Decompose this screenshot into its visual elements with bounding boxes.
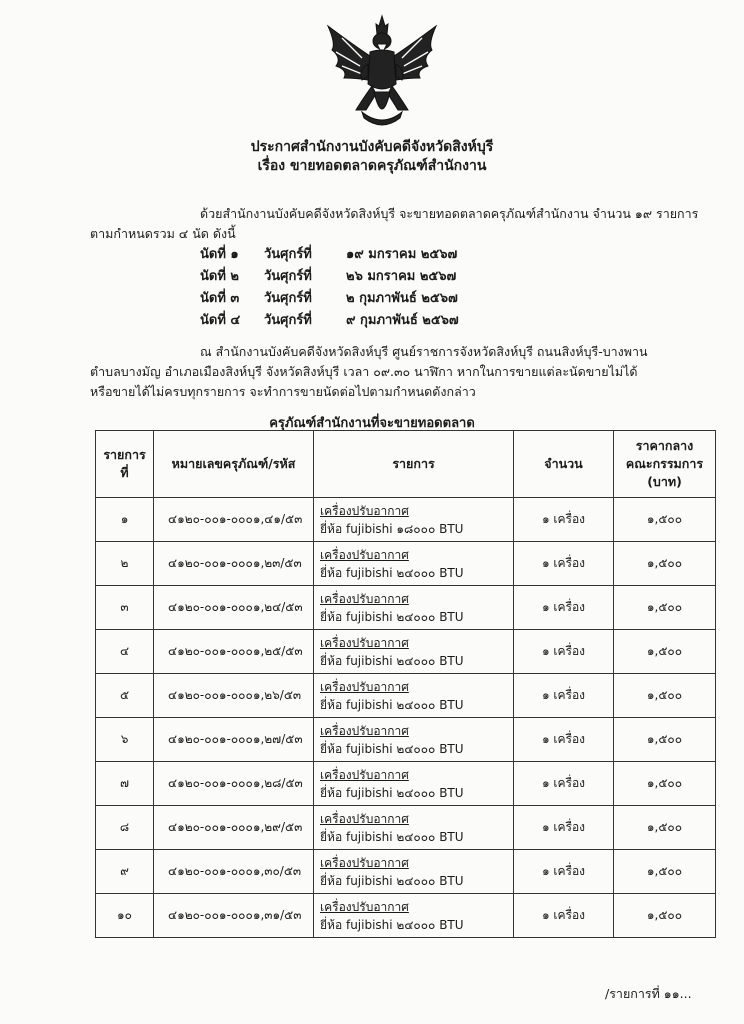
schedule-no: นัดที่ ๔ [200, 313, 241, 328]
header-item-no [95, 430, 153, 497]
cell-item [313, 673, 513, 717]
cell-item-no: ๘ [95, 805, 153, 849]
schedule-no: นัดที่ ๒ [200, 269, 239, 284]
item-name: เครื่องปรับอากาศ [320, 591, 409, 606]
item-name: เครื่องปรับอากาศ [320, 899, 409, 914]
location-line-2: ตำบลบางมัญ อำเภอเมืองสิงห์บุรี จังหวัดสิงห์บุรี เวลา ๐๙.๓๐ นาฬิกา หากในการขายแต่ละนัดขายไม่ได้ [90, 364, 638, 379]
schedule-item [200, 245, 457, 265]
item-brand: ยี่ห้อ fujibishi ๒๔๐๐๐ BTU [320, 785, 464, 800]
header-price-line1: ราคากลาง [635, 438, 694, 453]
header-item-no-line2: ที่ [120, 465, 129, 480]
table-row [95, 893, 716, 938]
cell-item-no: ๙ [95, 849, 153, 893]
announcement-title: ประกาศสำนักงานบังคับคดีจังหวัดสิงห์บุรี [250, 139, 494, 155]
item-brand: ยี่ห้อ fujibishi ๒๔๐๐๐ BTU [320, 741, 464, 756]
header-asset-code: หมายเลขครุภัณฑ์/รหัส [153, 430, 313, 497]
cell-asset-code: ๔๑๒๐-๐๐๑-๐๐๐๑,๓๑/๕๓ [153, 893, 313, 938]
header-item: รายการ [313, 430, 513, 497]
item-name: เครื่องปรับอากาศ [320, 723, 409, 738]
asset-table [95, 430, 716, 938]
cell-reserve-price: ๑,๕๐๐ [613, 585, 716, 629]
item-name: เครื่องปรับอากาศ [320, 767, 409, 782]
cell-asset-code: ๔๑๒๐-๐๐๑-๐๐๐๑,๒๕/๕๓ [153, 629, 313, 673]
item-brand: ยี่ห้อ fujibishi ๑๘๐๐๐ BTU [320, 521, 464, 536]
cell-item-no: ๓ [95, 585, 153, 629]
schedule-day: วันศุกร์ที่ [264, 291, 312, 306]
item-name: เครื่องปรับอากาศ [320, 503, 409, 518]
cell-quantity: ๑ เครื่อง [513, 629, 613, 673]
cell-quantity: ๑ เครื่อง [513, 541, 613, 585]
cell-item [313, 497, 513, 541]
schedule-day: วันศุกร์ที่ [264, 313, 312, 328]
cell-quantity: ๑ เครื่อง [513, 849, 613, 893]
cell-item-no: ๑๐ [95, 893, 153, 938]
cell-quantity: ๑ เครื่อง [513, 893, 613, 938]
cell-reserve-price: ๑,๕๐๐ [613, 541, 716, 585]
cell-asset-code: ๔๑๒๐-๐๐๑-๐๐๐๑,๒๔/๕๓ [153, 585, 313, 629]
table-row [95, 673, 716, 717]
cell-item [313, 629, 513, 673]
table-caption: ครุภัณฑ์สำนักงานที่จะขายทอดตลาด [269, 416, 475, 431]
item-name: เครื่องปรับอากาศ [320, 855, 409, 870]
cell-item-no: ๖ [95, 717, 153, 761]
item-name: เครื่องปรับอากาศ [320, 635, 409, 650]
header-quantity: จำนวน [513, 430, 613, 497]
cell-quantity: ๑ เครื่อง [513, 761, 613, 805]
cell-quantity: ๑ เครื่อง [513, 585, 613, 629]
schedule-date: ๑๙ มกราคม ๒๕๖๗ [346, 247, 458, 262]
header-price-line2: คณะกรรมการ [625, 456, 704, 471]
garuda-emblem [322, 14, 442, 132]
schedule-no: นัดที่ ๑ [200, 247, 239, 262]
item-brand: ยี่ห้อ fujibishi ๒๔๐๐๐ BTU [320, 697, 464, 712]
cell-item-no: ๑ [95, 497, 153, 541]
cell-item [313, 761, 513, 805]
table-row [95, 541, 716, 585]
continued-note: /รายการที่ ๑๑... [605, 986, 692, 1001]
item-brand: ยี่ห้อ fujibishi ๒๔๐๐๐ BTU [320, 609, 464, 624]
cell-item [313, 849, 513, 893]
schedule-date: ๒ กุมภาพันธ์ ๒๕๖๗ [346, 291, 458, 306]
item-brand: ยี่ห้อ fujibishi ๒๔๐๐๐ BTU [320, 917, 464, 932]
item-name: เครื่องปรับอากาศ [320, 811, 409, 826]
cell-item-no: ๗ [95, 761, 153, 805]
cell-item-no: ๒ [95, 541, 153, 585]
header-item-no-line1: รายการ [103, 447, 146, 462]
cell-item-no: ๕ [95, 673, 153, 717]
table-row [95, 717, 716, 761]
location-line-3: หรือขายได้ไม่ครบทุกรายการ จะทำการขายนัดต่อไปตามกำหนดดังกล่าว [90, 384, 476, 399]
schedule-day: วันศุกร์ที่ [264, 269, 312, 284]
cell-reserve-price: ๑,๕๐๐ [613, 717, 716, 761]
cell-asset-code: ๔๑๒๐-๐๐๑-๐๐๐๑,๓๐/๕๓ [153, 849, 313, 893]
cell-quantity: ๑ เครื่อง [513, 805, 613, 849]
cell-asset-code: ๔๑๒๐-๐๐๑-๐๐๐๑,๒๙/๕๓ [153, 805, 313, 849]
header-price-line3: (บาท) [647, 474, 682, 489]
item-name: เครื่องปรับอากาศ [320, 679, 409, 694]
table-row [95, 761, 716, 805]
cell-asset-code: ๔๑๒๐-๐๐๑-๐๐๐๑,๒๖/๕๓ [153, 673, 313, 717]
item-name: เครื่องปรับอากาศ [320, 547, 409, 562]
cell-reserve-price: ๑,๕๐๐ [613, 497, 716, 541]
cell-reserve-price: ๑,๕๐๐ [613, 673, 716, 717]
schedule-date: ๒๖ มกราคม ๒๕๖๗ [346, 269, 457, 284]
announcement-subject: เรื่อง ขายทอดตลาดครุภัณฑ์สำนักงาน [257, 158, 487, 174]
cell-reserve-price: ๑,๕๐๐ [613, 629, 716, 673]
cell-item-no: ๔ [95, 629, 153, 673]
cell-asset-code: ๔๑๒๐-๐๐๑-๐๐๐๑,๒๓/๕๓ [153, 541, 313, 585]
intro-line-2: ตามกำหนดรวม ๔ นัด ดังนี้ [90, 226, 236, 241]
schedule-date: ๙ กุมภาพันธ์ ๒๕๖๗ [346, 313, 459, 328]
cell-reserve-price: ๑,๕๐๐ [613, 849, 716, 893]
cell-reserve-price: ๑,๕๐๐ [613, 761, 716, 805]
cell-item [313, 585, 513, 629]
cell-quantity: ๑ เครื่อง [513, 673, 613, 717]
item-brand: ยี่ห้อ fujibishi ๒๔๐๐๐ BTU [320, 873, 464, 888]
table-header-row [95, 430, 716, 497]
table-row [95, 849, 716, 893]
cell-reserve-price: ๑,๕๐๐ [613, 893, 716, 938]
table-row [95, 805, 716, 849]
cell-quantity: ๑ เครื่อง [513, 497, 613, 541]
schedule-day: วันศุกร์ที่ [264, 247, 312, 262]
cell-asset-code: ๔๑๒๐-๐๐๑-๐๐๐๑,๒๗/๕๓ [153, 717, 313, 761]
table-row [95, 629, 716, 673]
cell-quantity: ๑ เครื่อง [513, 717, 613, 761]
location-line-1: ณ สำนักงานบังคับคดีจังหวัดสิงห์บุรี ศูนย์ราชการจังหวัดสิงห์บุรี ถนนสิงห์บุรี-บางพาน [200, 344, 648, 359]
intro-line-1: ด้วยสำนักงานบังคับคดีจังหวัดสิงห์บุรี จะขายทอดตลาดครุภัณฑ์สำนักงาน จำนวน ๑๙ รายการ [200, 206, 699, 221]
cell-asset-code: ๔๑๒๐-๐๐๑-๐๐๐๑,๔๑/๕๓ [153, 497, 313, 541]
cell-item [313, 541, 513, 585]
item-brand: ยี่ห้อ fujibishi ๒๔๐๐๐ BTU [320, 829, 464, 844]
item-brand: ยี่ห้อ fujibishi ๒๔๐๐๐ BTU [320, 565, 464, 580]
schedule-item [200, 311, 459, 331]
table-row [95, 585, 716, 629]
schedule-no: นัดที่ ๓ [200, 291, 240, 306]
cell-item [313, 893, 513, 938]
item-brand: ยี่ห้อ fujibishi ๒๔๐๐๐ BTU [320, 653, 464, 668]
table-row [95, 497, 716, 541]
cell-item [313, 805, 513, 849]
schedule-item [200, 289, 458, 309]
cell-asset-code: ๔๑๒๐-๐๐๑-๐๐๐๑,๒๘/๕๓ [153, 761, 313, 805]
schedule-item [200, 267, 456, 287]
header-reserve-price [613, 430, 716, 497]
cell-reserve-price: ๑,๕๐๐ [613, 805, 716, 849]
cell-item [313, 717, 513, 761]
